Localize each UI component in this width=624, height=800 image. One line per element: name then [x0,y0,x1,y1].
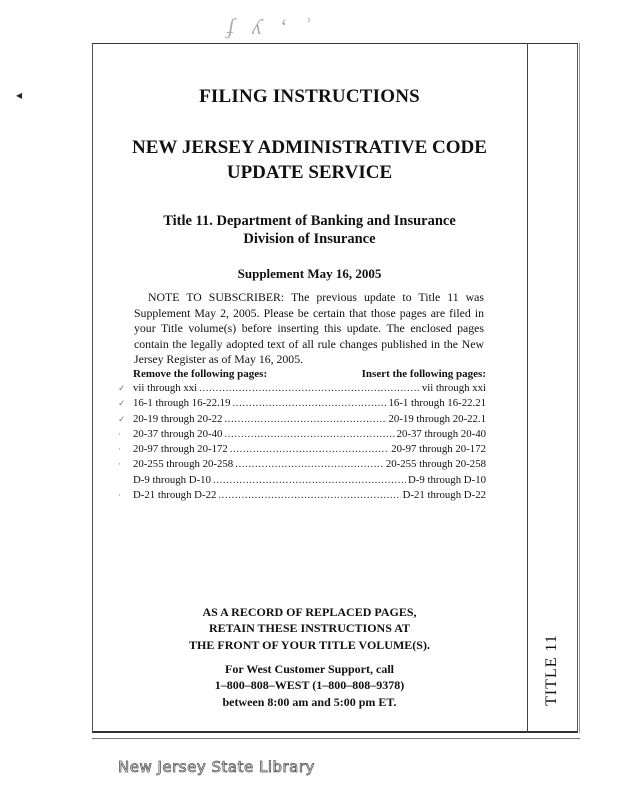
dot-leader [213,474,406,486]
retain-line: RETAIN THESE INSTRUCTIONS AT [208,621,411,636]
dot-leader [218,489,400,501]
dot-leader [199,382,420,394]
page-list-header [118,368,486,382]
check-mark-icon: ✓ [118,413,126,424]
retain-line: AS A RECORD OF REPLACED PAGES, [202,605,417,619]
library-stamp: New Jersey State Library [118,758,315,776]
remove-pages: 20-97 through 20-172 [133,443,228,456]
subscriber-note: NOTE TO SUBSCRIBER: The previous update to Title 11 was Supplement May 2, 2005. Please be certain that those pages are filed in your Title volume(s) before inserting this update. The enclosed pages contain the legally adopted text of all rule changes published in the New Jersey Register as of May 16, 2005. [134,290,484,367]
insert-pages: 20-37 through 20-40 [396,427,486,440]
code-title [92,135,527,185]
insert-pages: vii through xxi [421,382,486,394]
remove-pages: 16-1 through 16-22.19 [133,397,231,410]
code-title-line: NEW JERSEY ADMINISTRATIVE CODE [132,137,487,158]
page-frame-edge [574,43,580,733]
dot-leader [230,443,389,455]
remove-pages: D-21 through D-22 [133,489,217,502]
title-tab-label: TITLE 11 [543,634,561,706]
remove-pages: 20-37 through 20-40 [133,427,223,440]
dot-leader [224,413,386,425]
dot-leader [224,428,394,440]
insert-pages: 20-255 through 20-258 [385,458,486,471]
support-line: For West Customer Support, call [224,662,394,676]
title-tab [534,628,570,712]
remove-pages: 20-19 through 20-22 [133,412,223,425]
retain-notice [92,604,527,653]
stray-mark: ◂ [16,88,23,102]
insert-pages: 16-1 through 16-22.21 [388,397,486,410]
remove-pages: vii through xxi [133,382,198,394]
check-mark-icon: ✓ [118,398,126,409]
check-mark-icon: · [118,428,121,439]
support-hours: between 8:00 am and 5:00 pm ET. [222,694,397,709]
remove-pages: D-9 through D-10 [133,473,211,486]
remove-header: Remove the following pages: [133,368,268,380]
insert-pages: 20-97 through 20-172 [391,443,486,456]
check-mark-icon: · [118,444,121,455]
insert-pages: D-9 through D-10 [408,473,486,486]
page-row [118,413,486,428]
handwritten-scribble: ʄ ʎ ʻ ʾ [228,14,318,39]
check-mark-icon: · [118,490,121,501]
dot-leader [235,458,384,470]
insert-pages: D-21 through D-22 [402,489,486,502]
page-heading: FILING INSTRUCTIONS [199,86,420,107]
tab-divider [527,43,528,733]
insert-pages: 20-19 through 20-22.1 [388,412,486,425]
insert-header: Insert the following pages: [361,368,486,380]
title-block [92,212,527,248]
supplement-date: Supplement May 16, 2005 [237,266,382,281]
page-row [118,397,486,412]
page-row [118,382,486,397]
page-row [118,474,486,489]
check-mark-icon: ✓ [118,383,126,393]
support-notice [92,661,527,710]
support-phone: 1–800–808–WEST (1–800–808–9378) [214,678,405,693]
code-title-line: UPDATE SERVICE [226,162,393,183]
title-line: Title 11. Department of Banking and Insurance [163,213,456,229]
division-line: Division of Insurance [243,231,376,247]
page-row [118,428,486,443]
page-list [118,368,486,504]
dot-leader [232,397,386,409]
remove-pages: 20-255 through 20-258 [133,458,234,471]
check-mark-icon: · [118,459,121,470]
page-row [118,443,486,458]
page-row [118,458,486,473]
retain-line: THE FRONT OF YOUR TITLE VOLUME(S). [189,637,430,652]
page-row [118,489,486,504]
bottom-rule [92,738,580,739]
